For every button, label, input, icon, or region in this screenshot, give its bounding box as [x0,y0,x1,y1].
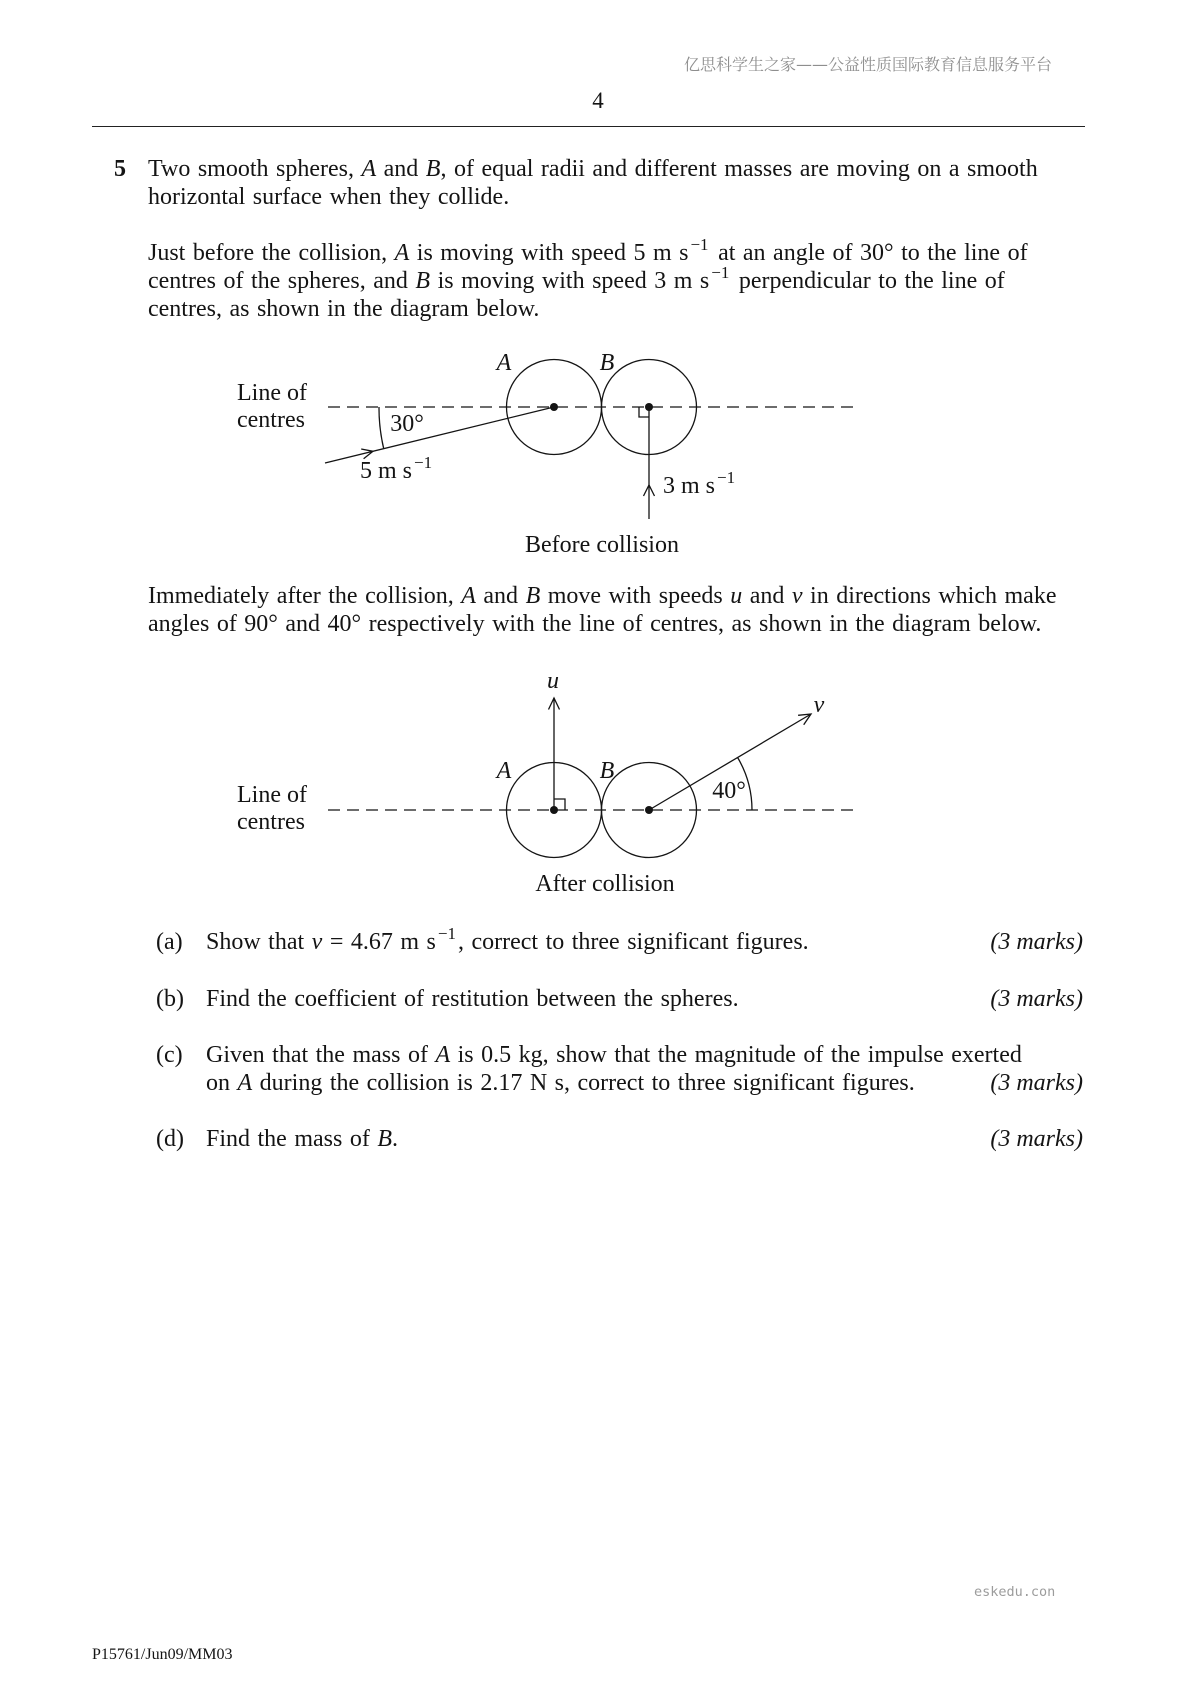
before-collision-diagram [220,330,900,570]
sphere-a-label: A [496,758,512,784]
part-a [156,924,1083,956]
site-watermark: eskedu.con [974,1584,1056,1600]
part-d [156,1125,1083,1153]
math-variable: u [730,583,743,609]
unit-exponent: −1 [711,263,730,282]
math-variable: B [525,583,541,609]
speed-a-label [360,453,432,484]
text-run: and [376,156,426,182]
text-run: centres, as shown in the diagram below. [148,296,540,322]
text-run: perpendicular to the line of [731,268,1005,294]
page-number: 4 [592,88,604,113]
speed-a-exponent: −1 [414,453,433,472]
speed-b-label [663,468,735,499]
text-line [206,1041,1083,1069]
math-variable: A [361,156,377,182]
text-run: horizontal surface when they collide. [148,184,510,210]
math-variable: B [377,1126,392,1152]
marks-label: (3 marks) [990,1126,1083,1152]
text-run: Just before the collision, [148,240,395,266]
text-line [206,985,1083,1013]
text-run: is moving with speed 3 m s [430,268,710,294]
text-run: , correct to three significant figures. [457,929,809,955]
speed-b-value: 3 m s [663,473,716,499]
velocity-a-line [325,407,554,463]
sphere-b-label: B [599,758,615,784]
math-variable: A [435,1042,451,1068]
text-run: at an angle of 30° to the line of [710,240,1028,266]
math-variable: A [237,1070,253,1096]
text-run: Immediately after the collision, [148,583,462,609]
text-run: . [392,1126,398,1152]
question-number: 5 [114,156,126,182]
part-label: (b) [156,986,184,1012]
marks-label: (3 marks) [990,986,1083,1012]
header-rule [92,126,1085,127]
unit-exponent: −1 [690,235,709,254]
header-watermark: 亿思科学生之家——公益性质国际教育信息服务平台 [684,55,1053,74]
text-run: , of equal radii and different masses are moving on a smooth [440,156,1038,182]
after-collision-diagram [220,660,900,910]
line-of-centres-label-2: centres [237,407,305,433]
speed-b-exponent: −1 [717,468,736,487]
text-line [206,1069,1083,1097]
text-run: in directions which make [802,583,1057,609]
text-run: during the collision is 2.17 N s, correct to three significant figures. [252,1070,915,1096]
text-run: is moving with speed 5 m s [409,240,689,266]
part-b [156,985,1083,1013]
angle-a-label: 30° [390,411,424,437]
text-run: Find the coefficient of restitution between the spheres. [206,986,739,1012]
text-run: Find the mass of [206,1126,378,1152]
marks-label: (3 marks) [990,1070,1083,1096]
math-variable: A [461,583,476,609]
line-of-centres-label-1: Line of [237,380,307,406]
speed-a-value: 5 m s [360,458,413,484]
line-of-centres-label-2: centres [237,809,305,835]
math-variable: B [425,156,441,182]
text-run: is 0.5 kg, show that the magnitude of the impulse exerted [450,1042,1022,1068]
text-line [206,924,1083,956]
part-label: (c) [156,1042,183,1068]
text-line [148,263,1028,295]
text-run: and [742,583,792,609]
velocity-u-label: u [547,668,559,694]
part-label: (d) [156,1126,184,1152]
text-run: Given that the mass of [206,1042,436,1068]
before-collision-caption: Before collision [525,532,679,558]
line-of-centres-label-1: Line of [237,782,307,808]
part-text [206,985,1083,1013]
part-text [206,1041,1083,1097]
text-run: and [475,583,526,609]
after-collision-caption: After collision [535,871,675,897]
math-variable: v [791,583,803,609]
text-line [148,183,1038,211]
after-collision-description [148,582,1056,638]
math-variable: B [415,268,431,294]
velocity-b-arrow [644,407,655,519]
text-run: on [206,1070,238,1096]
question-intro [148,155,1038,211]
part-label: (a) [156,929,183,955]
text-line [148,235,1028,267]
text-run: Two smooth spheres, [148,156,362,182]
text-run: Show that [206,929,312,955]
text-line [148,295,1028,323]
angle-arc-a [379,407,384,449]
marks-label: (3 marks) [990,929,1083,955]
paper-code: P15761/Jun09/MM03 [92,1646,233,1663]
velocity-v-label: v [813,692,825,718]
math-variable: A [394,240,410,266]
text-line [206,1125,1083,1153]
part-text [206,1125,1083,1153]
part-c [156,1041,1083,1097]
velocity-u-arrow [549,698,560,810]
math-variable: v [311,929,323,955]
angle-b-label: 40° [712,778,746,804]
unit-exponent: −1 [437,924,456,943]
text-run: move with speeds [540,583,731,609]
text-line [148,155,1038,183]
sphere-a-label: A [496,350,512,376]
text-run: angles of 90° and 40° respectively with the line of centres, as shown in the diagram below. [148,611,1042,637]
text-run: = 4.67 m s [322,929,436,955]
text-line [148,582,1056,610]
part-text [206,924,1083,956]
velocity-a-arrow [325,407,554,463]
text-line [148,610,1056,638]
sphere-b-label: B [599,350,615,376]
before-collision-description [148,235,1028,323]
text-run: centres of the spheres, and [148,268,416,294]
